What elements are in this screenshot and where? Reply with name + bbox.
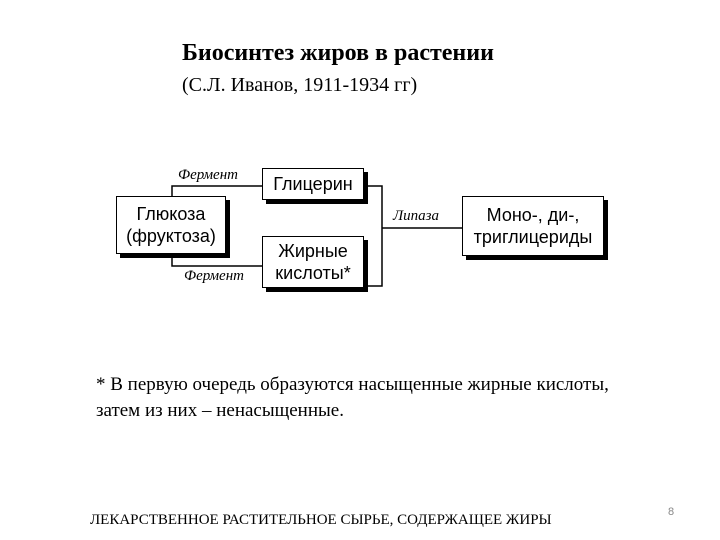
page-number: 8 [668,506,675,518]
fatty-acids-label-line1: Жирные [278,241,348,261]
glycerides-label-line1: Моно-, ди-, [486,205,580,225]
fatty-acids-box [262,236,364,288]
enzyme-label-bottom: Фермент [184,268,244,284]
enzyme-label-top: Фермент [178,167,238,183]
glucose-box [116,196,226,254]
connector-glucose-glycerol [172,186,262,196]
enzyme-label-lipase: Липаза [393,208,440,224]
fatty-acids-label-line2: кислоты* [275,263,351,283]
connector-bracket [364,186,382,286]
slide-subtitle: (С.Л. Иванов, 1911-1934 гг) [182,74,418,96]
glycerides-label-line2: триглицериды [473,227,593,247]
glucose-label-line1: Глюкоза [136,204,206,224]
glycerides-box [462,196,604,256]
glycerol-label: Глицерин [273,174,353,194]
glycerol-box [262,168,364,200]
slide-title: Биосинтез жиров в растении [182,40,494,66]
footnote: * В первую очередь образуются насыщенные жирные кислоты, затем из них – ненасыщенные. [96,374,609,421]
glucose-label-line2: (фруктоза) [126,226,216,246]
connector-glucose-fattyacids [172,254,262,266]
slide-footer: ЛЕКАРСТВЕННОЕ РАСТИТЕЛЬНОЕ СЫРЬЕ, СОДЕРЖАЩЕЕ ЖИРЫ [90,512,552,528]
